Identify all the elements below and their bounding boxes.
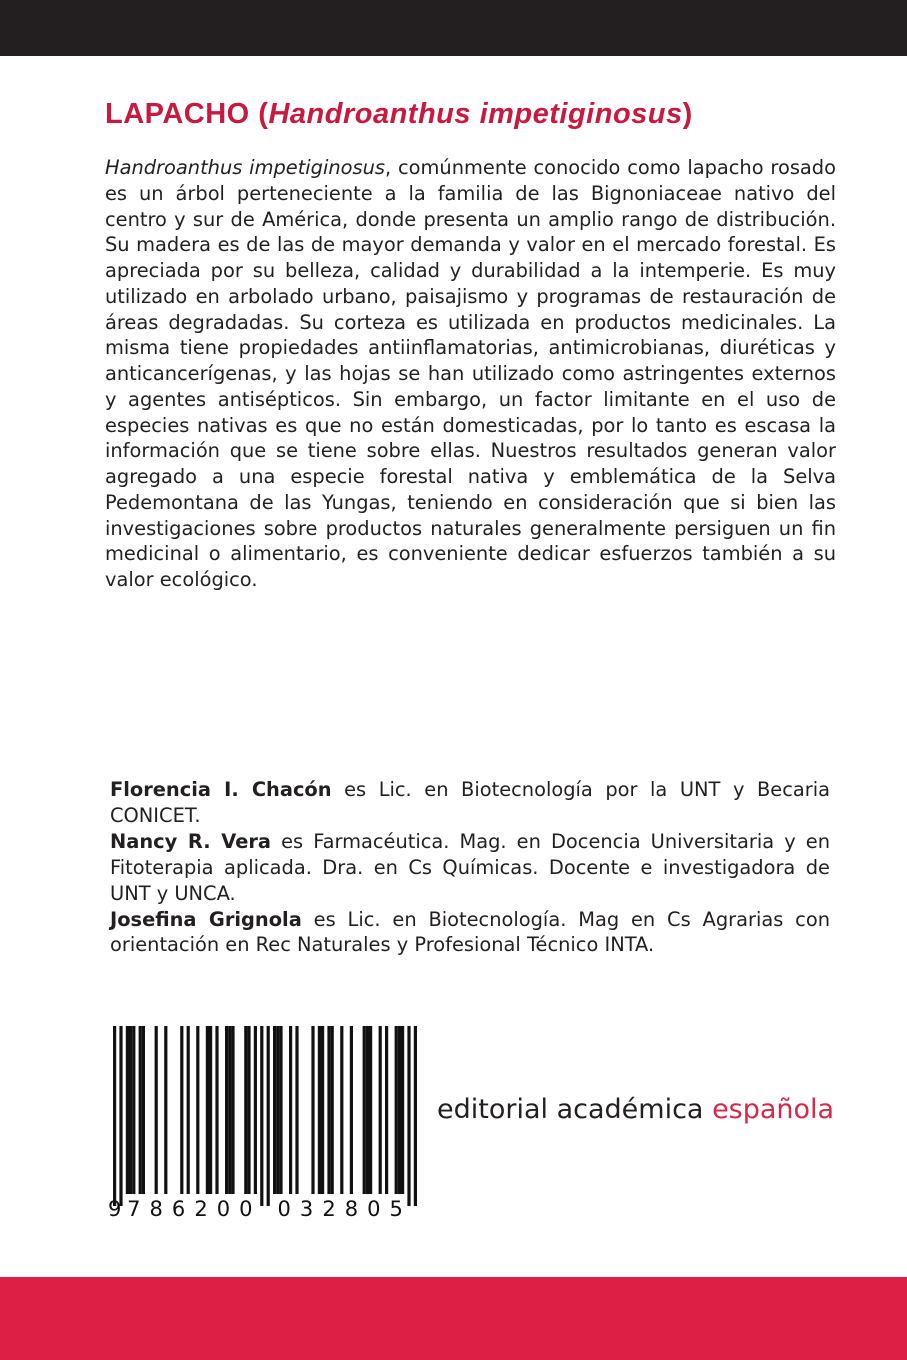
barcode-digit: 9: [108, 1197, 122, 1221]
barcode-bar: [231, 1026, 234, 1194]
barcode-bar: [206, 1026, 209, 1194]
barcode-digit: 8: [344, 1197, 359, 1221]
barcode-bar: [350, 1026, 353, 1194]
barcode-bar: [215, 1026, 218, 1194]
barcode-digit: 0: [277, 1197, 291, 1221]
top-band: [0, 0, 907, 56]
barcode-bar: [401, 1026, 404, 1194]
barcode-digit: 2: [322, 1197, 336, 1221]
title-close: ): [682, 98, 693, 130]
barcode-bar: [180, 1026, 183, 1194]
barcode-bar: [363, 1026, 366, 1194]
barcode-bar: [311, 1026, 314, 1194]
author-bio-text: es Lic. en Biotecnología. Mag en Cs Agrarias con orientación en Rec Naturales y Profesional Técnico INTA.: [110, 907, 830, 957]
barcode-bar: [247, 1026, 250, 1194]
barcode-bar: [155, 1026, 158, 1194]
blurb: [105, 155, 836, 593]
barcode-bar: [340, 1026, 343, 1194]
barcode-bar: [228, 1026, 231, 1194]
publisher-logo: [437, 1094, 834, 1125]
barcode-bar: [113, 1026, 116, 1206]
barcode-bar: [407, 1026, 410, 1206]
barcode-bar: [129, 1026, 132, 1194]
author-bio-text: es Lic. en Biotecnología por la UNT y Becaria CONICET.: [110, 778, 830, 827]
barcode-bar: [318, 1026, 321, 1194]
barcode-bar: [276, 1026, 279, 1194]
author-name: Josefina Grignola: [110, 907, 302, 931]
barcode-bar: [366, 1026, 369, 1194]
barcode-bar: [398, 1026, 401, 1194]
barcode-digit: 2: [194, 1197, 208, 1221]
barcode-bar: [289, 1026, 292, 1194]
barcode-bar: [385, 1026, 388, 1194]
barcode-bar: [414, 1026, 417, 1206]
barcode-bar: [209, 1026, 212, 1194]
isbn-barcode: [110, 1026, 420, 1221]
barcode-digit: 0: [239, 1197, 253, 1221]
author-name: Florencia I. Chacón: [110, 778, 332, 801]
author-name: Nancy R. Vera: [110, 829, 271, 853]
barcode-bar: [142, 1026, 145, 1194]
title-species: Handroanthus impetiginosus: [268, 98, 683, 130]
author-bio: [110, 829, 830, 907]
barcode-bar: [260, 1026, 263, 1206]
barcode-bar: [273, 1026, 276, 1194]
barcode-bar: [196, 1026, 199, 1194]
barcode-digit: 0: [216, 1197, 231, 1221]
barcode-digit: 5: [389, 1197, 403, 1221]
bottom-band: [0, 1277, 907, 1360]
barcode-bar: [187, 1026, 190, 1194]
title-main: LAPACHO (: [105, 98, 269, 130]
barcode-bar: [321, 1026, 324, 1194]
barcode-bar: [369, 1026, 372, 1194]
author-bio: [110, 907, 830, 959]
barcode-bar: [225, 1026, 228, 1194]
blurb-species: Handroanthus impetiginosus: [105, 156, 386, 179]
barcode-digit: 3: [299, 1197, 314, 1221]
barcode-digit: 7: [127, 1197, 141, 1221]
publisher-name: editorial académica: [437, 1094, 713, 1125]
barcode-bar: [132, 1026, 135, 1194]
blurb-text: , comúnmente conocido como lapacho rosado es un árbol perteneciente a la familia de las Bignoniaceae nativo del centro y sur de América, donde presenta un amplio rango de distribución. Su madera es de las de mayor demanda y valor en el mercado forestal. Es apreciada por su belleza, calidad y durabilidad a la intemperie. Es muy utilizado en arbolado urbano, paisajismo y programas de restauración de áreas degradadas. Su corteza es utilizada en productos medicinales. La misma tiene propiedades antiinflamatorias, antimicrobianas, diuréticas y anticancerígenas, y las hojas se han utilizado como astringentes externos y agentes antisépticos. Sin embargo, un factor limitante en el uso de especies nativas es que no están domesticadas, por lo tanto es escasa la información que se tiene sobre ellas. Nuestros resultados generan valor agregado a una especie forestal nativa y emblemática de la Selva Pedemontana de las Yungas, teniendo en consideración que si bien las investigaciones sobre productos naturales generalmente persiguen un fin medicinal o alimentario, es conveniente dedicar esfuerzos también a su valor ecológico.: [105, 156, 836, 591]
barcode-bar: [139, 1026, 142, 1194]
barcode-bar: [254, 1026, 257, 1194]
barcode-bar: [395, 1026, 398, 1194]
publisher-name-accent: española: [712, 1094, 835, 1125]
barcode-bar: [164, 1026, 167, 1194]
barcode-bar: [267, 1026, 270, 1206]
barcode-bar: [295, 1026, 298, 1194]
barcode-bar: [126, 1026, 129, 1194]
barcode-bar: [279, 1026, 282, 1194]
barcode-bar: [379, 1026, 382, 1194]
barcode-digit: 6: [171, 1197, 186, 1221]
barcode-bar: [331, 1026, 334, 1194]
barcode-digit: 8: [149, 1197, 163, 1221]
barcode-bar: [327, 1026, 330, 1194]
author-bio-text: es Farmacéutica. Mag. en Docencia Universitaria y en Fitoterapia aplicada. Dra. en Cs Químicas. Docente e investigadora de UNT y UNCA.: [110, 829, 830, 905]
barcode-digit: 0: [367, 1197, 381, 1221]
barcode-bar: [244, 1026, 247, 1194]
barcode-bar: [119, 1026, 122, 1206]
author-bio: [110, 777, 830, 829]
author-bios: [110, 777, 830, 958]
book-title: [105, 98, 693, 131]
